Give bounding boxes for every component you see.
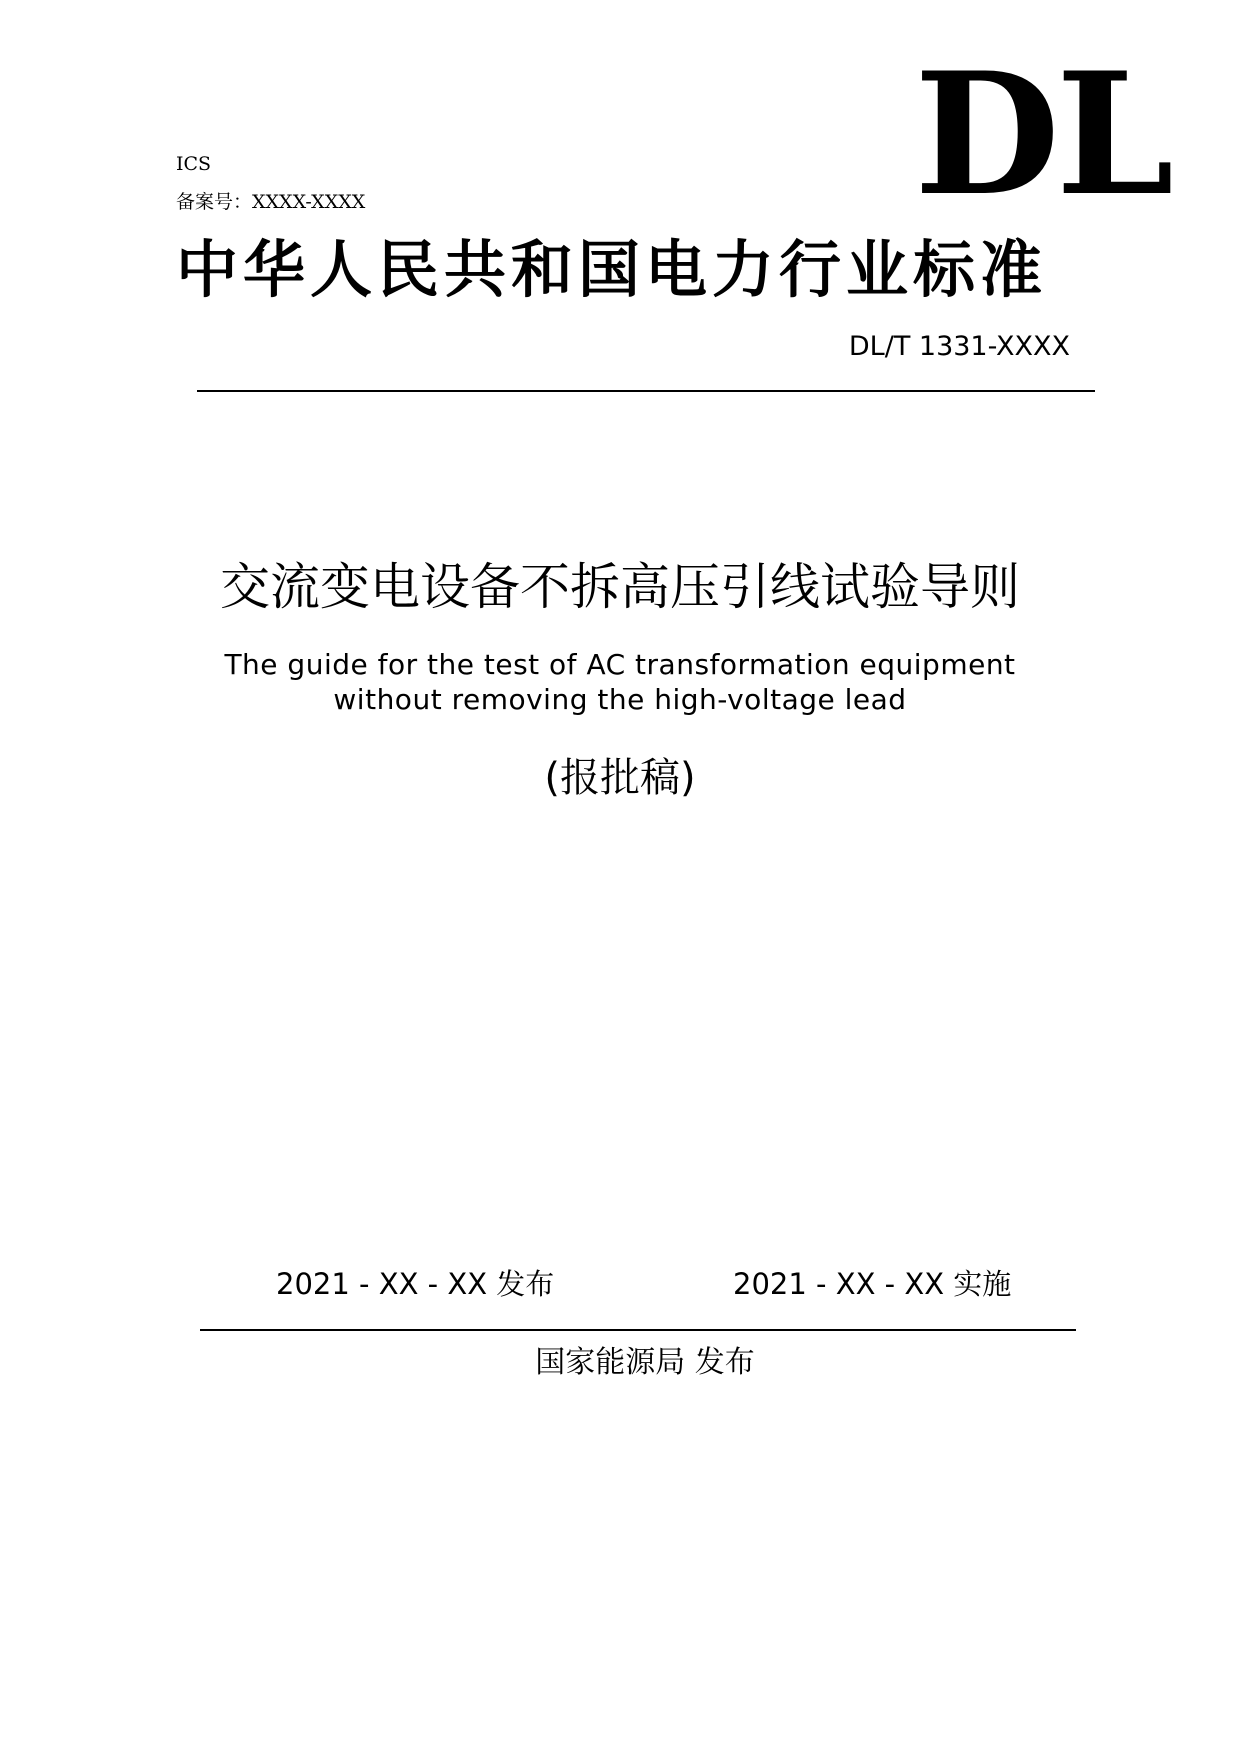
draft-status: (报批稿)	[544, 755, 696, 801]
english-title-line-2: without removing the high-voltage lead	[333, 683, 907, 716]
publish-date: 2021 - XX - XX 发布	[276, 1267, 555, 1301]
english-title-line-1: The guide for the test of AC transformation equipment	[224, 648, 1016, 681]
document-title-chinese: 交流变电设备不拆高压引线试验导则	[220, 558, 1020, 616]
ics-code: ICS	[176, 153, 212, 175]
implementation-date: 2021 - XX - XX 实施	[733, 1267, 1012, 1301]
footer-divider	[200, 1329, 1076, 1331]
header-divider	[197, 390, 1095, 392]
document-title-english	[0, 647, 1240, 717]
issuing-authority: 国家能源局 发布	[535, 1345, 755, 1380]
standard-category-title: 中华人民共和国电力行业标准	[176, 233, 1048, 306]
standard-logo: DL	[914, 35, 1170, 233]
record-number: 备案号：XXXX-XXXX	[176, 191, 366, 213]
standard-number: DL/T 1331-XXXX	[848, 331, 1070, 362]
